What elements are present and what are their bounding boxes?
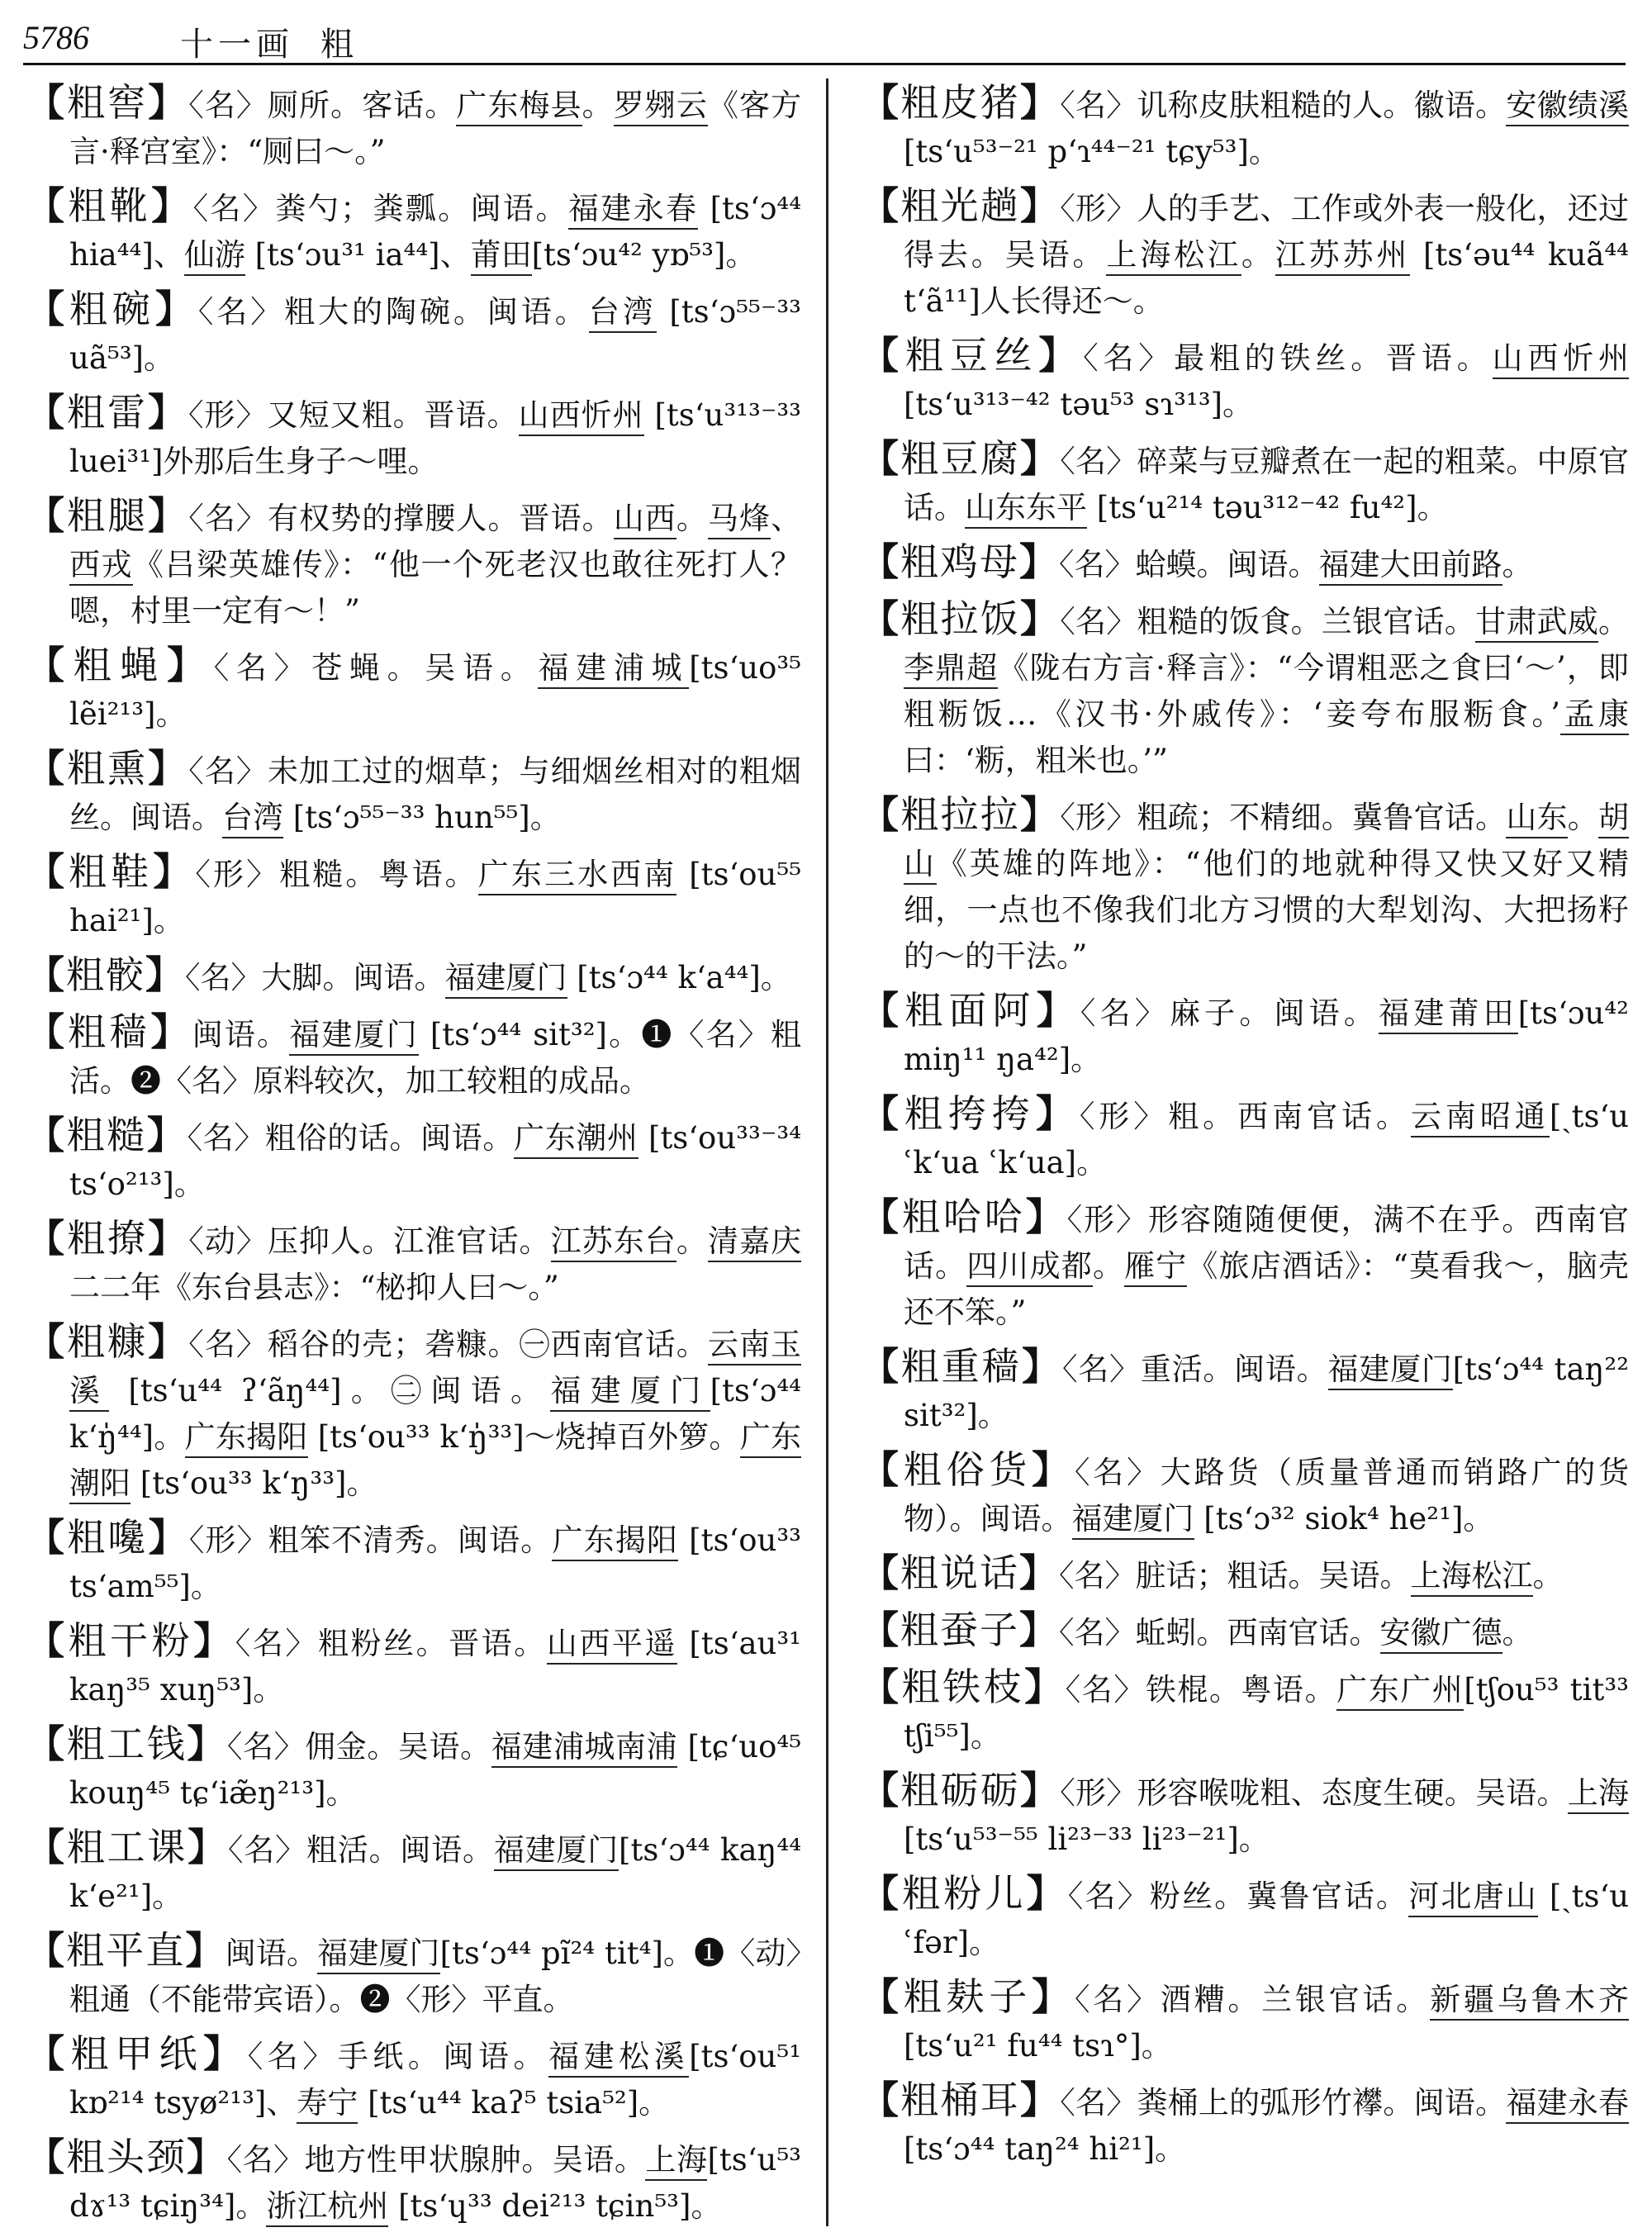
entry-text: [tsʻəu⁴⁴ kuã⁴⁴ tʻã¹¹]人长得还～。 <box>904 237 1630 319</box>
entry-headword: 【 粗拉饭 】 <box>861 596 1060 641</box>
entry-text: 。 <box>1567 800 1599 835</box>
entry-text: 《旅店酒话》：“莫看我～，脑壳还不笨。” <box>904 1248 1629 1330</box>
entry-text: 〈形〉粗笨不清秀。闽语。 <box>188 1522 553 1558</box>
entry-text: 〈名〉粪勺；粪瓢。闽语。 <box>192 191 568 226</box>
entry-text: [tsʻɔ⁴⁴ taŋ²² sit³²]。 <box>904 1351 1630 1433</box>
entry-text: 二二年《东台县志》：“柲抑人曰～。” <box>69 1270 559 1305</box>
entry-text: 〈名〉佣金。吴语。 <box>226 1729 491 1764</box>
entry-text: [tsʻu³¹³⁻⁴² təu⁵³ sɿ³¹³]。 <box>904 387 1254 422</box>
dictionary-entry <box>852 596 1629 784</box>
entry-text: 〈名〉稻谷的壳；砻糠。㊀西南官话。 <box>188 1327 708 1362</box>
entry-text: 〈名〉粗活。闽语。 <box>228 1832 494 1868</box>
underlined-place-name: 上海松江 <box>1411 1558 1533 1597</box>
dictionary-entry <box>852 435 1629 531</box>
entry-text: 〈名〉酒糟。兰银官话。 <box>1074 1982 1431 2017</box>
column-divider <box>826 78 828 2226</box>
underlined-place-name: 云南昭通 <box>1411 1099 1550 1137</box>
entry-headword: 【 粗桶耳 】 <box>861 2078 1060 2122</box>
entry-text: [tʃou⁵³ tit³³ tʃi⁵⁵]。 <box>904 1672 1630 1754</box>
dictionary-entry <box>18 642 801 738</box>
dictionary-entry <box>852 1343 1629 1439</box>
entry-text: [tɕʻuo⁴⁵ kouŋ⁴⁵ tɕʻiæ̃ŋ²¹³]。 <box>69 1729 802 1811</box>
underlined-place-name: 仙游 <box>184 237 245 276</box>
dictionary-entry <box>18 1927 801 2023</box>
entry-text: [tsʻuo³⁵ lẽi²¹³]。 <box>69 650 802 732</box>
entry-text: 〈名〉脏话；粗话。吴语。 <box>1059 1558 1411 1593</box>
entry-headword: 【 粗糙 】 <box>26 1113 188 1157</box>
entry-headword: 【 粗鸡母 】 <box>861 539 1059 584</box>
entry-text: [tsʻɔ³² siok⁴ he²¹]。 <box>1194 1501 1494 1536</box>
entry-text: 〈名〉厕所。客话。 <box>188 88 457 123</box>
underlined-place-name: 上海松江 <box>1106 237 1241 276</box>
entry-headword: 【 粗工钱 】 <box>26 1722 227 1766</box>
dictionary-entry <box>852 1973 1629 2069</box>
entry-text: 〈形〉又短又粗。晋语。 <box>188 397 519 433</box>
entry-headword: 【 粗蝇 】 <box>26 643 214 687</box>
entry-text: 〈名〉粗俗的话。闽语。 <box>187 1120 515 1156</box>
underlined-place-name: 广东潮州 <box>514 1120 638 1159</box>
entry-headword: 【 粗面阿 】 <box>861 988 1080 1033</box>
entry-text: [tsʻu²¹ fu⁴⁴ tsɿ°]。 <box>904 2028 1172 2064</box>
entry-text: 〈名〉大脚。闽语。 <box>185 960 445 995</box>
underlined-place-name: 山东 <box>1506 800 1567 838</box>
entry-text: [tsʻɔ⁴⁴ hia⁴⁴]、 <box>69 191 802 273</box>
underlined-place-name: 胡山 <box>904 800 1629 885</box>
underlined-place-name: 台湾 <box>222 800 283 838</box>
entry-text: [tsʻɔ⁴⁴ kaŋ⁴⁴ kʻe²¹]。 <box>69 1832 802 1914</box>
entry-text: 〈名〉粗糙的饭食。兰银官话。 <box>1060 604 1476 639</box>
dictionary-entry <box>852 1664 1629 1760</box>
underlined-place-name: 福建永春 <box>568 191 699 230</box>
dictionary-entry <box>852 791 1629 980</box>
entry-text: 。 <box>1241 237 1275 273</box>
entry-headword: 【 粗麸子 】 <box>861 1974 1075 2019</box>
entry-text: 。 <box>1532 1558 1564 1593</box>
stroke-count-label: 十一画 <box>180 26 294 64</box>
underlined-place-name: 福建厦门 <box>1328 1351 1453 1390</box>
entry-text: [tsʻu⁴⁴ kaʔ⁵ tsia⁵²]。 <box>358 2085 670 2121</box>
dictionary-entry <box>18 1318 801 1507</box>
entry-headword: 【 粗光趟 】 <box>861 183 1060 228</box>
underlined-place-name: 福建浦城 <box>538 650 689 689</box>
entry-text: 〈名〉铁棍。粤语。 <box>1065 1672 1337 1707</box>
underlined-place-name: 广东广州 <box>1336 1672 1464 1711</box>
entry-text: [tsʻu⁵³⁻²¹ pʻɿ⁴⁴⁻²¹ tɕy⁵³]。 <box>904 134 1279 169</box>
entry-headword: 【 粗干粉 】 <box>26 1618 235 1663</box>
entry-headword: 【 粗平直 】 <box>26 1928 225 1973</box>
underlined-place-name: 广东潮阳 <box>69 1419 801 1504</box>
underlined-place-name: 广东揭阳 <box>185 1419 308 1458</box>
dictionary-entry <box>852 1446 1629 1542</box>
entry-text: [tsʻɔ⁴⁴ taŋ²⁴ hi²¹]。 <box>904 2131 1186 2167</box>
dictionary-entry <box>852 1607 1629 1656</box>
entry-headword: 【 粗挎挎 】 <box>861 1091 1080 1136</box>
entry-text: 。 <box>1502 547 1533 582</box>
entry-text: 《陇右方言·释言》：“今谓粗恶之食曰‘～’，即粗粝饭…《汉书·外戚传》：‘妾夸布服粝食。’ <box>904 650 1630 732</box>
underlined-place-name: 罗翙云 <box>614 88 708 126</box>
dictionary-entry <box>18 1009 801 1104</box>
entry-text: 〈名〉粉丝。冀鲁官话。 <box>1067 1878 1409 1914</box>
entry-text: 。 <box>1502 1615 1533 1650</box>
entry-text: [tsʻou⁵⁵ hai²¹]。 <box>69 857 802 938</box>
entry-text: [tsʻou³³ kʻŋ³³]。 <box>131 1465 377 1501</box>
dictionary-entry <box>18 745 801 841</box>
underlined-place-name: 山西平遥 <box>547 1626 677 1665</box>
entry-headword: 【 粗粉儿 】 <box>861 1871 1068 1916</box>
entry-headword: 【 粗雷 】 <box>26 390 188 435</box>
dictionary-entry <box>18 2134 801 2230</box>
entry-headword: 【 粗蚕子 】 <box>861 1608 1059 1652</box>
entry-text: [tsʻou³³ tsʻam⁵⁵]。 <box>69 1522 802 1604</box>
entry-headword: 【 粗皮猪 】 <box>861 80 1060 125</box>
radical-char-label: 粗 <box>320 26 354 64</box>
entry-text: [tsʻu²¹⁴ təu³¹²⁻⁴² fu⁴²]。 <box>1087 490 1448 525</box>
underlined-place-name: 孟康 <box>1560 696 1629 735</box>
underlined-place-name: 福建大田前路 <box>1319 547 1502 586</box>
dictionary-entry <box>852 1550 1629 1599</box>
entry-text: 〈名〉麻子。闽语。 <box>1080 995 1379 1031</box>
entry-headword: 【 粗穑 】 <box>26 1009 192 1054</box>
entry-text: [ˏtsʻu ʿkʻua ʿkʻua]。 <box>904 1099 1630 1180</box>
entry-text: [ˏtsʻu ʿfər]。 <box>904 1878 1630 1960</box>
underlined-place-name: 福建厦门 <box>445 960 567 999</box>
entry-text: [tsʻou³³ kʻŋ̍³³]～烧掉百外箩。 <box>307 1419 740 1455</box>
underlined-place-name: 广东梅县 <box>456 88 582 126</box>
underlined-place-name: 山西忻州 <box>519 397 644 436</box>
entry-headword: 【 粗说话 】 <box>861 1551 1059 1595</box>
entry-headword: 【 粗碗 】 <box>26 287 198 331</box>
entry-headword: 【 粗拉拉 】 <box>861 792 1060 837</box>
dictionary-entry <box>18 848 801 944</box>
underlined-place-name: 甘肃武威 <box>1475 604 1598 643</box>
page-number: 5786 <box>23 19 89 56</box>
dictionary-entry <box>852 332 1629 428</box>
underlined-place-name: 山西 <box>614 501 676 539</box>
entry-headword: 【 粗嚵 】 <box>26 1515 189 1560</box>
entry-text: 〈名〉粗粉丝。晋语。 <box>235 1626 547 1661</box>
entry-headword: 【 粗铁枝 】 <box>861 1665 1066 1709</box>
underlined-place-name: 台湾 <box>589 294 657 333</box>
entry-text: [tsʻɔ⁴⁴ sit³²]。❶〈名〉粗活。❷〈名〉原料较次，加工较粗的成品。 <box>69 1017 802 1099</box>
dictionary-entry <box>852 79 1629 175</box>
entry-text: 〈名〉粗大的陶碗。闽语。 <box>197 294 589 330</box>
entry-text: 〈形〉粗。西南官话。 <box>1079 1099 1411 1134</box>
entry-text: 《吕梁英雄传》：“他一个死老汉也敢往死打人？嗯，村里一定有～！” <box>69 547 802 629</box>
underlined-place-name: 浙江杭州 <box>266 2188 388 2227</box>
underlined-place-name: 李鼎超 <box>904 650 998 689</box>
entry-text: 〈名〉粪桶上的弧形竹襻。闽语。 <box>1060 2085 1507 2121</box>
entry-text: 〈形〉粗糙。粤语。 <box>195 857 478 892</box>
dictionary-entry <box>18 389 801 485</box>
underlined-place-name: 福建莆田 <box>1379 995 1518 1034</box>
underlined-place-name: 新疆乌鲁木齐 <box>1430 1982 1629 2021</box>
underlined-place-name: 山西忻州 <box>1493 340 1629 379</box>
entry-text: 〈形〉形容喉咙粗、态度生硬。吴语。 <box>1060 1775 1568 1811</box>
entry-text: [tsʻɔ⁴⁴ kʻa⁴⁴]。 <box>567 960 791 995</box>
underlined-place-name: 上海 <box>645 2142 707 2181</box>
underlined-place-name: 福建厦门 <box>289 1017 419 1056</box>
underlined-place-name: 福建永春 <box>1506 2085 1629 2124</box>
underlined-place-name: 雁宁 <box>1124 1248 1187 1287</box>
underlined-place-name: 河北唐山 <box>1408 1878 1538 1917</box>
dictionary-entry <box>18 183 801 278</box>
entry-headword: 【 粗熏 】 <box>26 746 188 791</box>
dictionary-entry <box>852 183 1629 325</box>
entry-text: 〈名〉大路货（质量普通而销路广的货物）。闽语。 <box>904 1455 1630 1536</box>
page-header <box>23 15 1626 65</box>
underlined-place-name: 西戎 <box>69 547 133 586</box>
entry-headword: 【 粗甲纸 】 <box>26 2031 248 2076</box>
entry-headword: 【 粗糠 】 <box>26 1319 188 1364</box>
entry-text: 〈名〉未加工过的烟草；与细烟丝相对的粗烟丝。闽语。 <box>69 753 802 835</box>
entry-text: [tsʻu³¹³⁻³³ luei³¹]外那后生身子～哩。 <box>69 397 802 479</box>
entry-text: 《英雄的阵地》：“他们的地就种得又快又好又精细，一点也不像我们北方习惯的大犁划沟、大把扬籽的～的干法。” <box>904 846 1629 974</box>
entry-text: [tsʻɔ⁴⁴ kʻŋ̍⁴⁴]。 <box>69 1373 802 1455</box>
dictionary-entry <box>852 1194 1629 1336</box>
underlined-place-name: 四川成都 <box>966 1248 1093 1287</box>
underlined-place-name: 云南玉溪 <box>69 1327 801 1412</box>
entry-text: 〈名〉最粗的铁丝。晋语。 <box>1083 340 1493 376</box>
entry-text: [tsʻu⁵³ dɤ¹³ tɕiŋ³⁴]。 <box>69 2142 802 2224</box>
entry-text: 〈形〉粗疏；不精细。冀鲁官话。 <box>1060 800 1507 835</box>
entry-text: 〈名〉有权势的撑腰人。晋语。 <box>188 501 614 536</box>
entry-headword: 【 粗头颈 】 <box>26 2135 227 2179</box>
entry-text: [tsʻɥ³³ dei²¹³ tɕin⁵³]。 <box>388 2188 722 2224</box>
dictionary-entry <box>18 1824 801 1920</box>
entry-text: [tsʻɔ⁵⁵⁻³³ hun⁵⁵]。 <box>283 800 561 835</box>
underlined-place-name: 寿宁 <box>297 2085 358 2124</box>
entry-headword: 【 粗重穑 】 <box>861 1344 1062 1389</box>
entry-text: [tsʻou³³⁻³⁴ tsʻo²¹³]。 <box>69 1120 802 1202</box>
right-column <box>852 79 1629 2180</box>
underlined-place-name: 清嘉庆 <box>708 1223 801 1262</box>
entry-text: 。 <box>676 501 708 536</box>
dictionary-entry <box>852 1090 1629 1186</box>
entry-text: 〈名〉手纸。闽语。 <box>247 2039 549 2074</box>
dictionary-entry <box>18 1617 801 1713</box>
entry-text: [tsʻɔu⁴² miŋ¹¹ ŋa⁴²]。 <box>904 995 1630 1077</box>
entry-text: 〈名〉蛤蟆。闽语。 <box>1059 547 1319 582</box>
dictionary-entry <box>18 492 801 634</box>
entry-headword: 【 粗靴 】 <box>26 183 193 228</box>
underlined-place-name: 山东东平 <box>965 490 1087 529</box>
left-column <box>18 79 801 2237</box>
underlined-place-name: 广东三水西南 <box>478 857 677 895</box>
underlined-place-name: 福建厦门 <box>494 1832 619 1871</box>
underlined-place-name: 安徽绩溪 <box>1506 88 1629 126</box>
dictionary-entry <box>852 1870 1629 1966</box>
entry-text: 闽语。 <box>192 1017 290 1052</box>
entry-text: 〈名〉碎菜与豆瓣煮在一起的粗菜。中原官话。 <box>904 444 1630 525</box>
entry-headword: 【 粗腿 】 <box>26 493 188 538</box>
dictionary-entry <box>18 79 801 175</box>
entry-text: 。 <box>582 88 614 123</box>
underlined-place-name: 福建厦门 <box>1072 1501 1194 1540</box>
entry-text: [tsʻɔu³¹ ia⁴⁴]、 <box>244 237 471 273</box>
dictionary-entry <box>18 1721 801 1817</box>
entry-text: 〈名〉讥称皮肤粗糙的人。徽语。 <box>1060 88 1507 123</box>
dictionary-entry <box>18 1112 801 1208</box>
dictionary-entry <box>852 987 1629 1083</box>
entry-text: 闽语。 <box>225 1935 318 1971</box>
entry-text: [tsʻɔ⁴⁴ pĩ²⁴ tit⁴]。❶〈动〉粗通（不能带宾语）。❷〈形〉平直。 <box>69 1935 802 2017</box>
entry-headword: 【 粗俗货 】 <box>861 1447 1075 1492</box>
entry-headword: 【 粗骹 】 <box>26 952 185 997</box>
dictionary-entry <box>18 1514 801 1610</box>
underlined-place-name: 福建厦门 <box>317 1935 440 1974</box>
underlined-place-name: 广东揭阳 <box>552 1522 678 1561</box>
underlined-place-name: 马烽 <box>708 501 771 539</box>
underlined-place-name: 上海 <box>1568 1775 1629 1814</box>
entry-text: 曰：‘粝，粗米也。’” <box>904 743 1168 778</box>
entry-headword: 【 粗哈哈 】 <box>861 1194 1067 1239</box>
entry-headword: 【 粗豆丝 】 <box>861 333 1083 378</box>
entry-headword: 【 粗工课 】 <box>26 1825 228 1869</box>
entry-text: [tsʻou⁵¹ kɒ²¹⁴ tsyø²¹³]、 <box>69 2039 802 2121</box>
underlined-place-name: 莆田 <box>471 237 532 276</box>
entry-text: 《客方言·释宫室》：“厕曰～。” <box>69 88 802 169</box>
entry-text: 〈动〉压抑人。江淮官话。 <box>188 1223 551 1259</box>
dictionary-entry <box>18 1215 801 1311</box>
dictionary-entry <box>18 2030 801 2126</box>
dictionary-entry <box>852 1767 1629 1863</box>
entry-text: [tsʻɔ⁵⁵⁻³³ uã⁵³]。 <box>69 294 802 376</box>
underlined-place-name: 福建松溪 <box>548 2039 689 2078</box>
entry-text: 、 <box>771 501 802 536</box>
entry-text: 〈形〉形容随随便便，满不在乎。西南官话。 <box>904 1202 1630 1284</box>
entry-headword: 【 粗窖 】 <box>26 80 188 125</box>
entry-headword: 【 粗撩 】 <box>26 1216 188 1261</box>
entry-text: 〈名〉重活。闽语。 <box>1061 1351 1328 1387</box>
entry-headword: 【 粗豆腐 】 <box>861 436 1060 481</box>
entry-text: 。 <box>676 1223 708 1259</box>
dictionary-entry <box>18 952 801 1001</box>
dictionary-entry <box>18 286 801 382</box>
entry-text: 〈名〉蚯蚓。西南官话。 <box>1059 1615 1380 1650</box>
entry-text: [tsʻu⁵³⁻⁵⁵ li²³⁻³³ li²³⁻²¹]。 <box>904 1821 1270 1857</box>
entry-text: 。 <box>1598 604 1630 639</box>
dictionary-entry <box>852 539 1629 588</box>
underlined-place-name: 福建浦城南浦 <box>491 1729 677 1768</box>
dictionary-entry <box>852 2077 1629 2173</box>
entry-text: [tsʻau³¹ kaŋ³⁵ xuŋ⁵³]。 <box>69 1626 802 1707</box>
underlined-place-name: 江苏东台 <box>551 1223 676 1262</box>
entry-text: [tsʻu⁴⁴ ʔʻãŋ⁴⁴]。㊁闽语。 <box>109 1373 551 1408</box>
entry-headword: 【 粗砺砺 】 <box>861 1768 1060 1812</box>
entry-text: 〈名〉苍蝇。吴语。 <box>213 650 539 686</box>
underlined-place-name: 江苏苏州 <box>1275 237 1411 276</box>
entry-headword: 【 粗鞋 】 <box>26 849 195 894</box>
entry-text: 。 <box>1092 1248 1125 1284</box>
underlined-place-name: 安徽广德 <box>1380 1615 1502 1654</box>
entry-text: [tsʻɔu⁴² yɒ⁵³]。 <box>531 237 757 273</box>
entry-text: 〈形〉人的手艺、工作或外表一般化，还过得去。吴语。 <box>904 191 1630 273</box>
entry-text: 〈名〉地方性甲状腺肿。吴语。 <box>226 2142 646 2178</box>
underlined-place-name: 福建厦门 <box>550 1373 710 1412</box>
